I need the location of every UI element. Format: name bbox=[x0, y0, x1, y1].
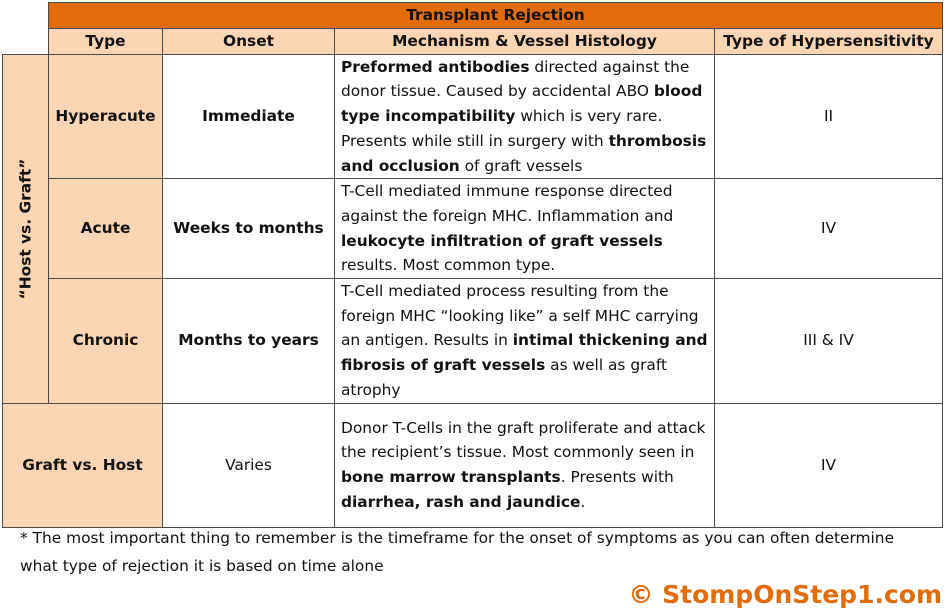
row-mechanism bbox=[335, 179, 715, 279]
table-row bbox=[3, 403, 943, 527]
emphasis-text: bone marrow transplants bbox=[341, 468, 561, 487]
table-row bbox=[3, 54, 943, 179]
row-hypersensitivity: IV bbox=[715, 403, 943, 527]
row-mechanism bbox=[335, 279, 715, 404]
row-hypersensitivity: III & IV bbox=[715, 279, 943, 404]
emphasis-text: Preformed antibodies bbox=[341, 57, 530, 76]
group-label-text: “Host vs. Graft” bbox=[16, 158, 35, 299]
mechanism-text: results. Most common type. bbox=[341, 256, 556, 275]
table-row bbox=[3, 279, 943, 404]
table-row bbox=[3, 179, 943, 279]
row-type: Graft vs. Host bbox=[3, 403, 163, 527]
row-type: Acute bbox=[49, 179, 163, 279]
row-onset: Varies bbox=[163, 403, 335, 527]
mechanism-text: of graft vessels bbox=[459, 156, 583, 175]
mechanism-text: . bbox=[580, 492, 586, 511]
mechanism-text: . Presents with bbox=[560, 468, 674, 487]
emphasis-text: intimal thickening and fibrosis of graft vessels bbox=[341, 331, 708, 375]
row-onset: Immediate bbox=[163, 54, 335, 179]
row-type: Chronic bbox=[49, 279, 163, 404]
row-hypersensitivity: II bbox=[715, 54, 943, 179]
mechanism-text: as well as graft atrophy bbox=[341, 356, 668, 399]
row-type: Hyperacute bbox=[49, 54, 163, 179]
host-vs-graft-group-label bbox=[3, 54, 49, 403]
transplant-rejection-table bbox=[2, 2, 943, 528]
row-hypersensitivity: IV bbox=[715, 179, 943, 279]
emphasis-text: blood type incompatibility bbox=[341, 82, 703, 126]
table-title: Transplant Rejection bbox=[49, 3, 943, 29]
mechanism-text: Donor T-Cells in the graft proliferate and attack the recipient’s tissue. Most commonly seen in bbox=[341, 418, 706, 462]
mechanism-text: which is very rare. Presents while still in surgery with bbox=[341, 107, 663, 150]
row-onset: Months to years bbox=[163, 279, 335, 404]
footnote: * The most important thing to remember is the timeframe for the onset of symptoms as you can often determine what type of rejection it is based on time alone bbox=[20, 529, 895, 575]
header-mechanism: Mechanism & Vessel Histology bbox=[335, 28, 715, 54]
mechanism-text: directed against the donor tissue. Caused by accidental ABO bbox=[341, 57, 690, 101]
row-onset: Weeks to months bbox=[163, 179, 335, 279]
header-type: Type bbox=[49, 28, 163, 54]
emphasis-text: diarrhea, rash and jaundice bbox=[341, 492, 581, 511]
copyright-watermark: © StompOnStep1.com bbox=[628, 580, 942, 609]
header-onset: Onset bbox=[163, 28, 335, 54]
row-mechanism bbox=[335, 54, 715, 179]
row-mechanism bbox=[335, 403, 715, 527]
emphasis-text: thrombosis and occlusion bbox=[341, 131, 707, 175]
header-hypersensitivity: Type of Hypersensitivity bbox=[715, 28, 943, 54]
mechanism-text: T-Cell mediated process resulting from the foreign MHC “looking like” a self MHC carrying an antigen. Results in bbox=[341, 282, 699, 350]
emphasis-text: leukocyte infiltration of graft vessels bbox=[341, 231, 663, 250]
mechanism-text: T-Cell mediated immune response directed against the foreign MHC. Inflammation and bbox=[341, 182, 674, 225]
